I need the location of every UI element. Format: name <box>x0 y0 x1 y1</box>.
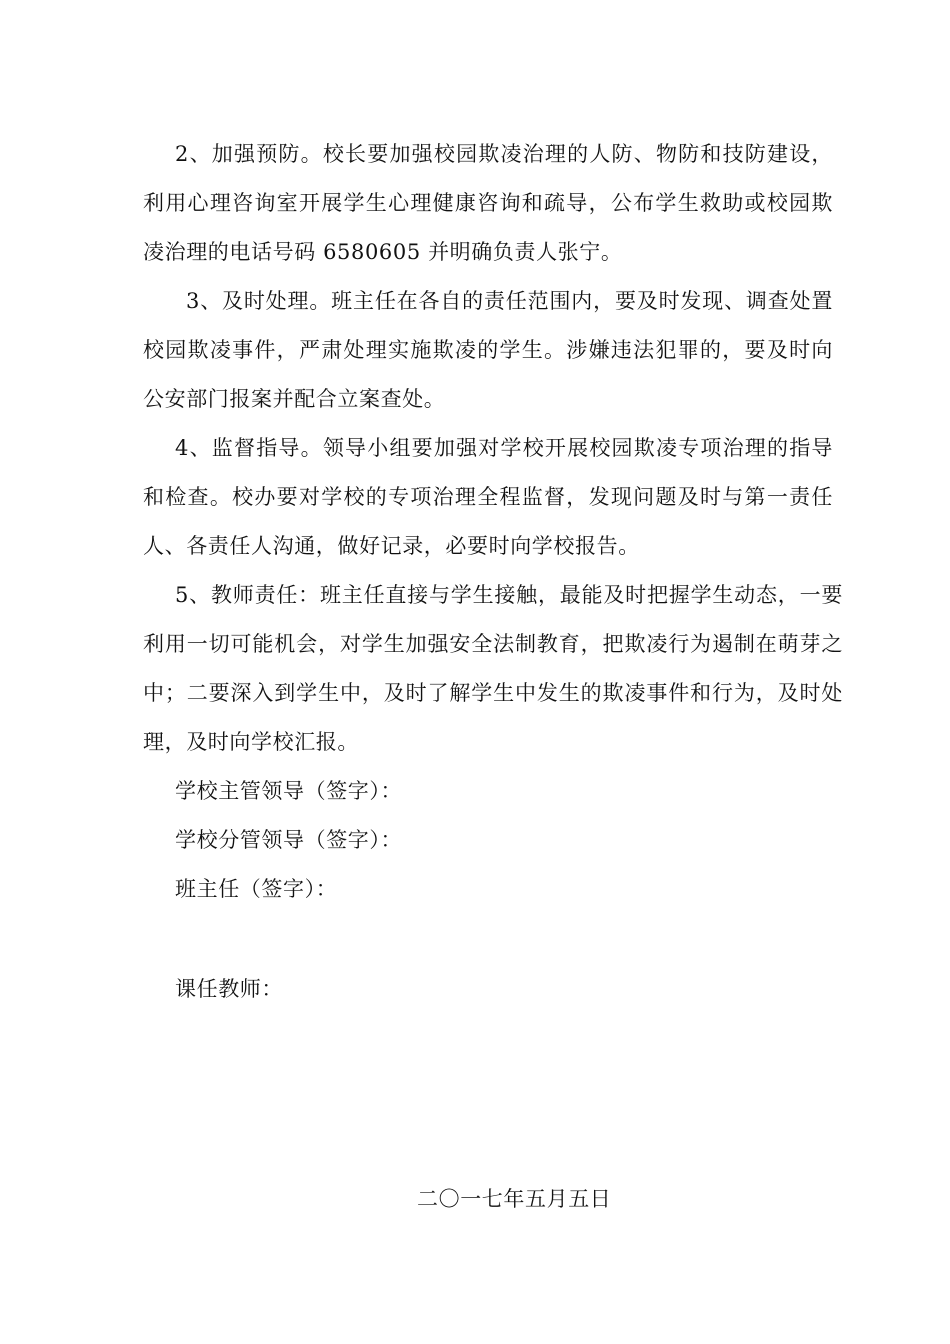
paragraph-handling: 3、及时处理。班主任在各自的责任范围内，要及时发现、调查处置校园欺凌事件，严肃处理实施欺凌的学生。涉嫌违法犯罪的，要及时向公安部门报案并配合立案查处。 <box>143 289 833 411</box>
document-body <box>143 130 843 1014</box>
paragraph-prevention: 2、加强预防。校长要加强校园欺凌治理的人防、物防和技防建设，利用心理咨询室开展学生心理健康咨询和疏导，公布学生救助或校园欺凌治理的电话号码 6580605 并明确负责人张宁。 <box>143 142 833 264</box>
paragraph-supervision: 4、监督指导。领导小组要加强对学校开展校园欺凌专项治理的指导和检查。校办要对学校的专项治理全程监督，发现问题及时与第一责任人、各责任人沟通，做好记录，必要时向学校报告。 <box>143 436 833 558</box>
signature-deputy-leader: 学校分管领导（签字）： <box>175 828 403 852</box>
document-date: 二〇一七年五月五日 <box>417 1187 612 1211</box>
signature-spacer <box>143 914 833 965</box>
signature-head-teacher: 班主任（签字）： <box>175 877 338 901</box>
paragraph-teacher-duty: 5、教师责任：班主任直接与学生接触，最能及时把握学生动态，一要利用一切可能机会，对学生加强安全法制教育，把欺凌行为遏制在萌芽之中；二要深入到学生中，及时了解学生中发生的欺凌事件和行为，及时处理，及时向学校汇报。 <box>143 583 843 754</box>
signature-principal-leader: 学校主管领导（签字）： <box>175 779 403 803</box>
signature-subject-teacher: 课任教师： <box>175 977 283 1001</box>
